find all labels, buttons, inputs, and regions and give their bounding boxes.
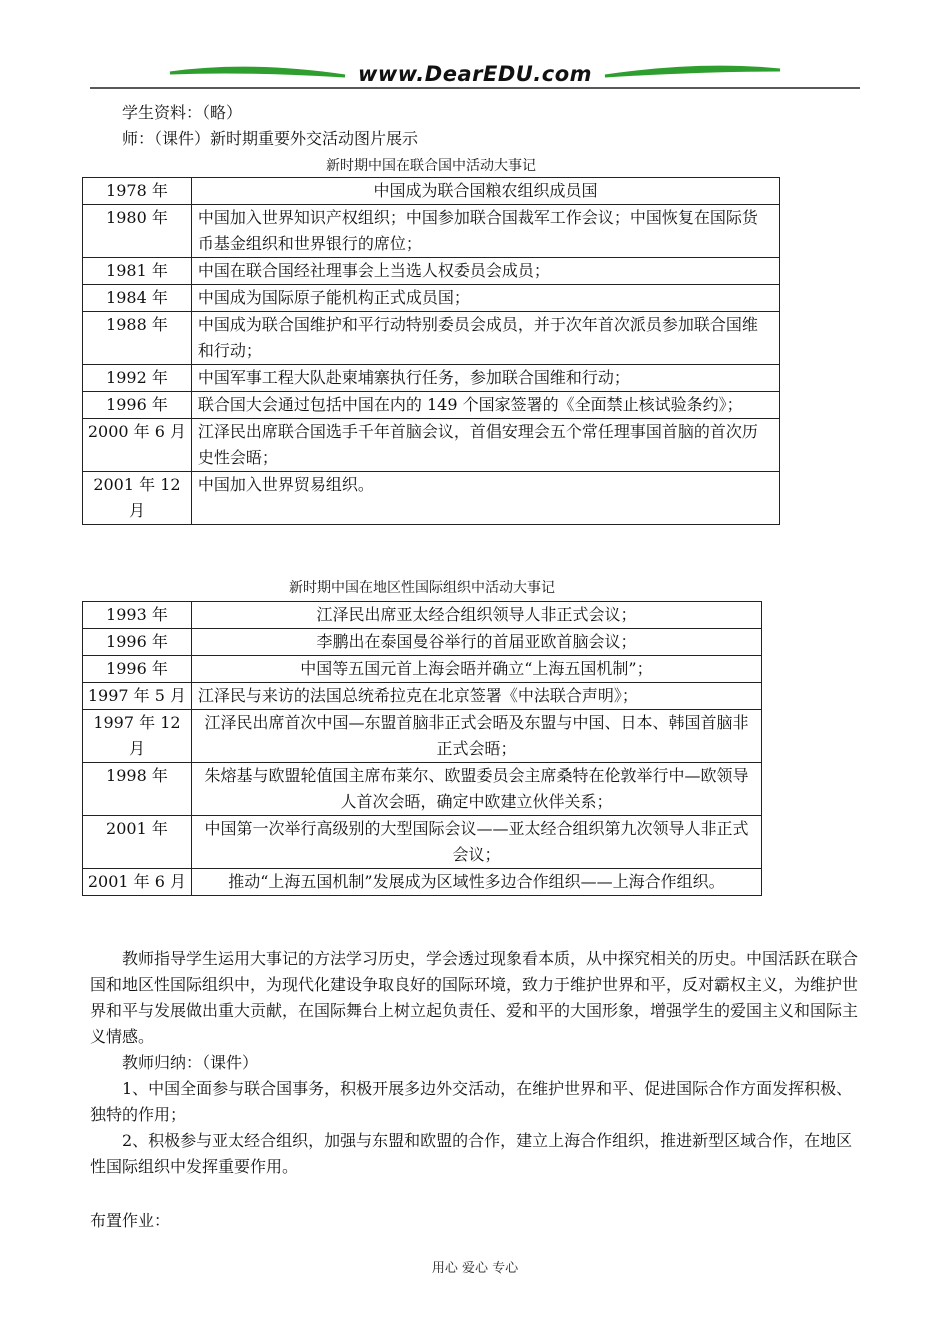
year-cell: 2000 年 6 月 <box>83 419 192 472</box>
table-row <box>83 472 780 525</box>
teacher-courseware-line: 师：（课件）新时期重要外交活动图片展示 <box>122 129 419 148</box>
table-row <box>83 629 762 656</box>
table-row <box>83 816 762 869</box>
year-cell: 1996 年 <box>83 629 192 656</box>
event-cell: 江泽民出席亚太经合组织领导人非正式会议； <box>191 602 761 629</box>
year-cell: 1984 年 <box>83 285 192 312</box>
event-cell: 中国成为联合国维护和平行动特别委员会成员，并于次年首次派员参加联合国维和行动； <box>191 312 779 365</box>
table-row <box>83 656 762 683</box>
year-cell: 1996 年 <box>83 656 192 683</box>
event-cell: 中国加入世界知识产权组织；中国参加联合国裁军工作会议；中国恢复在国际货币基金组织和世界银行的席位； <box>191 205 779 258</box>
student-material-line: 学生资料：（略） <box>122 103 243 122</box>
event-cell: 朱熔基与欧盟轮值国主席布莱尔、欧盟委员会主席桑特在伦敦举行中—欧领导人首次会晤，确定中欧建立伙伴关系； <box>191 763 761 816</box>
table-row <box>83 763 762 816</box>
regional-events-table <box>82 601 762 896</box>
event-cell: 中国加入世界贸易组织。 <box>191 472 779 525</box>
table-row <box>83 602 762 629</box>
table-row <box>83 258 780 285</box>
event-cell: 中国成为联合国粮农组织成员国 <box>191 178 779 205</box>
table-row <box>83 419 780 472</box>
year-cell: 1988 年 <box>83 312 192 365</box>
event-cell: 江泽民出席首次中国—东盟首脑非正式会晤及东盟与中国、日本、韩国首脑非正式会晤； <box>191 710 761 763</box>
year-cell: 1978 年 <box>83 178 192 205</box>
un-events-table <box>82 177 780 525</box>
teacher-guidance-paragraph: 教师指导学生运用大事记的方法学习历史，学会透过现象看本质，从中探究相关的历史。中国活跃在联合国和地区性国际组织中，为现代化建设争取良好的国际环境，致力于维护世界和平，反对霸权主义，为维护世界和平与发展做出重大贡献，在国际舞台上树立起负责任、爱和平的大国形象，增强学生的爱国主义和国际主义情感。 <box>90 949 859 1046</box>
regional-table-caption: 新时期中国在地区性国际组织中活动大事记 <box>289 580 555 596</box>
summary-point-2: 2、积极参与亚太经合组织，加强与东盟和欧盟的合作，建立上海合作组织，推进新型区域合作，在地区性国际组织中发挥重要作用。 <box>90 1131 853 1176</box>
year-cell: 1997 年 5 月 <box>83 683 192 710</box>
event-cell: 中国等五国元首上海会晤并确立“上海五国机制”； <box>191 656 761 683</box>
year-cell: 1993 年 <box>83 602 192 629</box>
event-cell: 中国军事工程大队赴柬埔寨执行任务，参加联合国维和行动； <box>191 365 779 392</box>
event-cell: 江泽民与来访的法国总统希拉克在北京签署《中法联合声明》； <box>191 683 761 710</box>
table-row <box>83 285 780 312</box>
event-cell: 中国在联合国经社理事会上当选人权委员会成员； <box>191 258 779 285</box>
table-row <box>83 683 762 710</box>
table-row <box>83 710 762 763</box>
event-cell: 联合国大会通过包括中国在内的 149 个国家签署的《全面禁止核试验条约》； <box>191 392 779 419</box>
year-cell: 1998 年 <box>83 763 192 816</box>
event-cell: 江泽民出席联合国选手千年首脑会议，首倡安理会五个常任理事国首脑的首次历史性会晤； <box>191 419 779 472</box>
year-cell: 2001 年 12 月 <box>83 472 192 525</box>
homework-label: 布置作业： <box>90 1211 171 1230</box>
event-cell: 李鹏出在泰国曼谷举行的首届亚欧首脑会议； <box>191 629 761 656</box>
event-cell: 中国成为国际原子能机构正式成员国； <box>191 285 779 312</box>
year-cell: 1981 年 <box>83 258 192 285</box>
year-cell: 2001 年 6 月 <box>83 869 192 896</box>
year-cell: 1996 年 <box>83 392 192 419</box>
year-cell: 1992 年 <box>83 365 192 392</box>
table-row <box>83 205 780 258</box>
table-row <box>83 365 780 392</box>
year-cell: 2001 年 <box>83 816 192 869</box>
year-cell: 1997 年 12 月 <box>83 710 192 763</box>
table-row <box>83 392 780 419</box>
page-header <box>0 0 950 100</box>
table-row <box>83 869 762 896</box>
table-row <box>83 178 780 205</box>
page-footer: 用心 爱心 专心 <box>431 1261 519 1276</box>
site-logo-text: www.DearEDU.com <box>357 62 593 86</box>
year-cell: 1980 年 <box>83 205 192 258</box>
table-row <box>83 312 780 365</box>
summary-point-1: 1、中国全面参与联合国事务，积极开展多边外交活动，在维护世界和平、促进国际合作方面发挥积极、独特的作用； <box>90 1079 853 1124</box>
event-cell: 推动“上海五国机制”发展成为区域性多边合作组织——上海合作组织。 <box>191 869 761 896</box>
event-cell: 中国第一次举行高级别的大型国际会议——亚太经合组织第九次领导人非正式会议； <box>191 816 761 869</box>
summary-label: 教师归纳：（课件） <box>122 1053 259 1072</box>
un-table-caption: 新时期中国在联合国中活动大事记 <box>326 158 536 174</box>
